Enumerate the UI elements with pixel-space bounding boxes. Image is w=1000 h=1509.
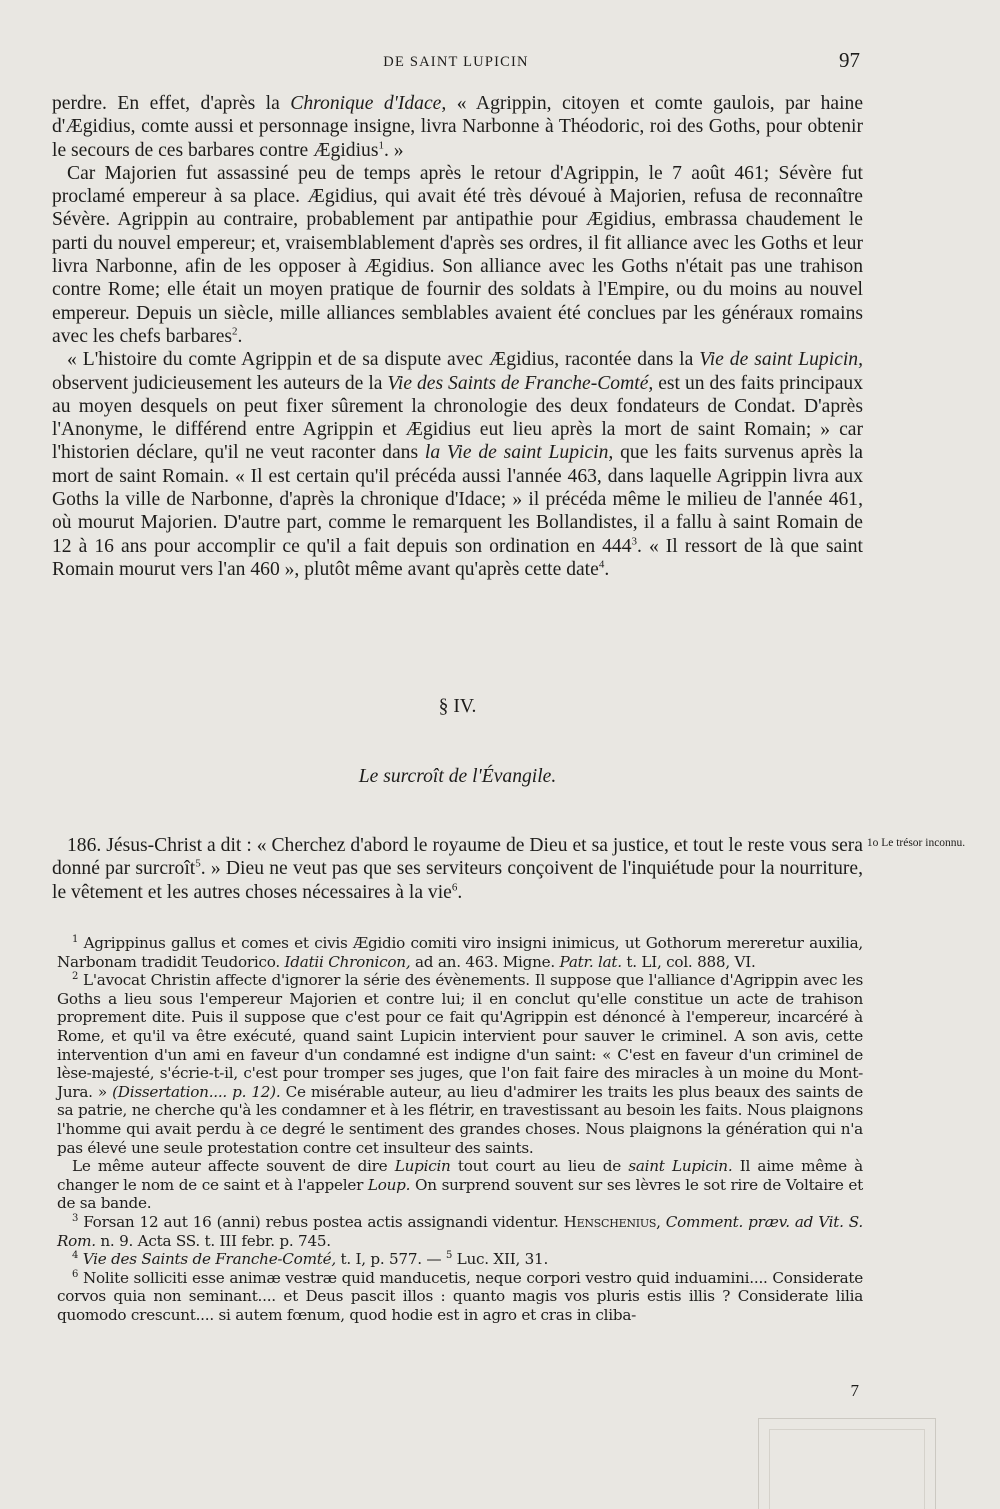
text-run: n. 9. Acta SS. t. III febr. p. 745. — [95, 1231, 331, 1250]
main-text — [52, 92, 863, 581]
author-name: Henschenius, — [563, 1212, 661, 1231]
running-title: DE SAINT LUPICIN — [383, 54, 529, 70]
text-run: . — [237, 325, 243, 347]
text-run: t. LI, col. 888, VI. — [621, 952, 756, 971]
footnote-ref[interactable]: 3 — [631, 535, 638, 548]
text-run: Il aime même à changer le nom de ce saint et à l'appeler — [57, 1157, 863, 1194]
italic-title: Idatii Chronicon, — [284, 952, 411, 971]
page-header — [52, 48, 860, 84]
footnote-number: 2 — [72, 971, 79, 983]
italic-title: Vie des Saints de Franche-Comté, — [387, 372, 654, 394]
italic-title: (Dissertation.... p. 12). — [112, 1082, 281, 1101]
footnote-number: 5 — [445, 1250, 453, 1262]
text-run: perdre. En effet, d'après la — [52, 93, 291, 114]
italic-word: Loup. — [367, 1175, 411, 1194]
text-run: Le même auteur affecte souvent de dire — [72, 1157, 395, 1176]
text-run: Ce misérable auteur, au lieu d'admirer les traits les plus beaux des saints de sa patrie, ne cherche qu'à les condamner et à les flétrir, en travestissant au besoin les faits. Nous plaignons l'homme qui avait perdu à ce degré le sentiment des grandes choses. Nous plaignons la génération qui n'a pas élevé une seule protestation contre cet insulteur des saints. — [57, 1082, 863, 1157]
footnote-ref[interactable]: 2 — [232, 325, 238, 338]
italic-word: Lupicin — [394, 1157, 451, 1176]
footnote — [57, 934, 863, 971]
italic-title: Vie de saint Lupicin, — [699, 349, 863, 371]
text-run: ad an. 463. Migne. — [410, 952, 560, 971]
text-run: 186. Jésus-Christ a dit : « Cherchez d'abord le royaume de Dieu et sa justice, et tout le reste vous sera donné par surcroît — [52, 835, 863, 880]
text-run: que les faits survenus après la mort de saint Romain. « Il est certain qu'il précéda aussi l'année 463, dans laquelle Agrippin livra aux Goths la ville de Narbonne, d'après la chronique d'Idace; » il précéda même le milieu de l'année 461, où mourut Majorien. D'autre part, comme le remarquent les Bollandistes, il a fallu à saint Romain de 12 à 16 ans pour accomplir ce qu'il a fait depuis son ordination en 444 — [52, 442, 863, 557]
text-run: . — [604, 558, 610, 580]
footnote — [57, 1157, 863, 1213]
footnote — [57, 1269, 863, 1325]
paragraph — [52, 92, 863, 162]
italic-title: Vie des Saints de Franche-Comté, — [82, 1250, 336, 1269]
text-run: Luc. XII, 31. — [452, 1250, 549, 1269]
text-run: Car Majorien fut assassiné peu de temps après le retour d'Agrippin, le 7 août 461; Sévère fut proclamé empereur à sa place. Ægidius, qui avait été très dévoué à Majorien, refusa de reconnaître Sévère. Agrippin au contraire, probablement par antipathie pour Ægidius, embrassa chaudement le parti du nouvel empereur; et, vraisemblablement d'après ses ordres, il fit alliance avec les Goths et leur livra Narbonne, afin de les opposer à Ægidius. Son alliance avec les Goths n'était pas une trahison contre Rome; elle était un moyen pratique de fournir des soldats à l'Empire, ou du moins au nouvel empereur. Depuis un siècle, mille alliances semblables avaient été conclues par les généraux romains avec les chefs barbares — [52, 162, 863, 347]
italic-title: Patr. lat. — [559, 952, 622, 971]
italic-title: Chronique d'Idace, — [290, 93, 447, 114]
paragraph — [52, 834, 863, 904]
footnote-ref[interactable]: 4 — [598, 558, 605, 571]
numbered-paragraph — [52, 834, 863, 904]
footnotes — [57, 934, 863, 1324]
footnote-ref[interactable]: 6 — [451, 881, 458, 894]
text-run: . « Il ressort de là que saint Romain mourut vers l'an 460 », plutôt même avant qu'après cette date — [52, 535, 863, 580]
footnote-ref[interactable]: 5 — [195, 857, 201, 870]
footnote — [57, 1250, 863, 1269]
text-run: On surprend souvent sur ses lèvres le sot rire de Voltaire et de sa bande. — [57, 1175, 863, 1213]
library-stamp — [758, 1418, 936, 1509]
paragraph — [52, 348, 863, 581]
footnote-number: 6 — [72, 1268, 79, 1280]
footnote-number: 3 — [72, 1212, 79, 1224]
text-run: tout court au lieu de — [450, 1157, 629, 1176]
text-run: t. I, p. 577. — — [335, 1250, 446, 1269]
footnote-ref[interactable]: 1 — [378, 139, 384, 152]
page-number: 97 — [839, 48, 860, 72]
text-run: Agrippinus gallus et comes et civis Ægidio comiti viro insigni inimicus, ut Gothorum mereretur auxilia, Narbonam tradidit Teudorico. — [57, 934, 864, 971]
italic-title: Comment. præv. ad Vit. S. Rom. — [57, 1212, 864, 1250]
footnote-number: 1 — [72, 933, 79, 945]
stamp-frame — [769, 1429, 925, 1509]
text-run: L'avocat Christin affecte d'ignorer la série des évènements. Il suppose que l'alliance d'Agrippin avec les Goths a lieu sous l'empereur Majorien et contre lui; il en conclut qu'elle constitue un acte de trahison proprement dite. Puis il suppose que c'est pour ce fait qu'Agrippin est dénoncé à l'empereur, incarcéré à Rome, et qu'il va être exécuté, quand saint Lupicin intervient pour sauver le criminel. A son avis, cette intervention d'un ami en faveur d'un condamné est indigne d'un saint: « C'est en faveur d'un criminel de lèse-majesté, s'écrie-t-il, c'est pour tromper ses juges, que l'on fait faire des miracles à un moine du Mont-Jura. » — [57, 971, 864, 1101]
margin-note: 1o Le trésor inconnu. — [866, 837, 966, 849]
text-run: « Agrippin, citoyen et comte gaulois, par haine d'Ægidius, comte aussi et personnage insigne, livra Narbonne à Théodoric, roi des Goths, pour obtenir le secours de ces barbares contre Ægidius — [52, 93, 864, 161]
text-run: . — [457, 881, 463, 903]
text-run: est un des faits principaux au moyen desquels on peut fixer sûrement la chronologie des deux fondateurs de Condat. D'après l'Anonyme, le différend entre Agrippin et Ægidius eut lieu après la mort de saint Romain; » car l'historien déclare, qu'il ne veut raconter dans — [52, 372, 863, 464]
footnote — [57, 1213, 863, 1250]
text-run: . » Dieu ne veut pas que ses serviteurs conçoivent de l'inquiétude pour la nourriture, le vêtement et les autres choses nécessaires à la vie — [52, 858, 863, 903]
text-run: « L'histoire du comte Agrippin et de sa dispute avec Ægidius, racontée dans la — [67, 349, 700, 371]
text-run: Nolite solliciti esse animæ vestræ quid manducetis, neque corpori vestro quid induamini.... Considerate corvos quia non seminant.... et Deus pascit illos : quanto magis vos pluris estis illis ? Considerate lilia quomodo crescunt.... si autem fœnum, quod hodie est in agro et cras in clibа- — [57, 1268, 863, 1324]
paragraph — [52, 162, 863, 348]
section-title: Le surcroît de l'Évangile. — [358, 766, 557, 787]
signature-mark: 7 — [850, 1381, 859, 1400]
section-number: § IV. — [438, 696, 477, 717]
text-run: Forsan 12 aut 16 (anni) rebus postea actis assignandi videntur. — [83, 1212, 564, 1231]
footnote-number: 4 — [72, 1250, 79, 1262]
footnote — [57, 971, 863, 1157]
italic-title: la Vie de saint Lupicin, — [424, 442, 614, 464]
text-run: . » — [383, 139, 404, 161]
italic-word: saint Lupicin. — [628, 1157, 733, 1176]
text-run: observent judicieusement les auteurs de la — [52, 372, 388, 394]
